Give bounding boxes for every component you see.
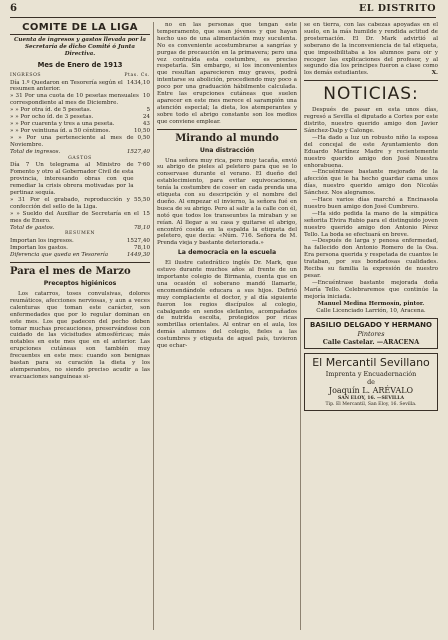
account-row — [10, 93, 150, 107]
account-amount: 10 — [142, 93, 150, 100]
account-amount: 1527,40 — [126, 238, 150, 245]
account-row — [10, 121, 150, 128]
account-row — [10, 80, 150, 94]
column-divider — [300, 22, 301, 630]
resumen-list — [10, 238, 150, 252]
ad-name: Joaquín L. ARÉVALO — [328, 386, 414, 396]
ad-basilio — [304, 318, 438, 349]
account-amount: 55,50 — [133, 196, 150, 203]
section-heading-comite: COMITE DE LA LIGA — [10, 22, 150, 35]
resumen-header: RESUMEN — [64, 231, 96, 237]
section-subtitle: Cuenta de ingresos y gastos llevada por la Secretaría de dicho Comité ó Junta Directiva. — [13, 37, 147, 57]
page-header — [10, 3, 436, 18]
total-ingresos-label: Total de ingresos. — [10, 148, 61, 155]
account-row — [10, 238, 150, 245]
article-text — [304, 22, 438, 77]
article-text-body: se en tierra, con las cabezas apoyadas en el suelo, en la más humilde y rendida actitud de prosternación. El Dr. Mark advirtió al soberano de la inconveniencia de tal etiqueta, que imposibilitaba a los alumnos para oir y recoger las explicaciones del profesor, y al segundo día los príncipes fueron a clase como los demás estudiantes. — [304, 22, 438, 77]
article-text: no en las personas que tengan este temperamento, que sean jóvenes y que hayan hecho uso de una alimentación muy suculenta. No es conveniente acostumbrarse a sangrías y purgas de precaución en la primavera; pero una vez contraída esta costumbre, es preciso respetarla. Sin embargo, si los inconvenientes que resultan aparecieren muy graves, podrá intentarse su abolición, procediendo muy poco a poco por una graduación hábilmente calculada. Entre las erupciones cutáneas que suelen aparecer en este mes merece el sarampión una atención especial; la dieta, los atemperantes y sobre todo el abrigo constante son los medios que conviene emplear. — [157, 22, 297, 125]
notice-address: Calle Licenciado Larrión, 10, Aracena. — [316, 307, 426, 314]
section-heading-marzo: Para el mes de Marzo — [10, 266, 131, 278]
divider — [157, 129, 297, 130]
ptas-header: Ptas. Cs. — [124, 72, 150, 78]
article-subheading: Una distracción — [199, 146, 255, 154]
account-row — [10, 197, 150, 211]
account-row — [10, 135, 150, 149]
section-subheading: Preceptos higiénicos — [43, 280, 117, 288]
total-ingresos-value: 1527,40 — [126, 148, 150, 155]
ad-title: El Mercantil Sevillano — [312, 356, 430, 370]
ad-connector: de — [367, 378, 375, 387]
total-ingresos-row — [10, 149, 150, 156]
month-title: Mes de Enero de 1913 — [37, 60, 123, 69]
ad-title: BASILIO DELGADO Y HERMANO — [310, 321, 432, 330]
account-description: » » Por veintiuna íd. a 50 céntimos. — [10, 127, 111, 134]
noticias-list — [304, 107, 438, 300]
article-signature: X. — [431, 70, 438, 77]
account-amount: 15 — [142, 210, 150, 217]
account-description: » » Por otra íd. de 5 pesetas. — [10, 107, 92, 114]
section-heading-mirando: Mirando al mundo — [175, 132, 279, 144]
ad-address: SAN ELOY, 16. —SEVILLA — [337, 396, 405, 402]
account-amount: 7·60 — [137, 162, 150, 169]
ad-footer: Tip. El Mercantil, San Eloy, 16. Sevilla. — [325, 402, 417, 408]
gastos-header: GASTOS — [68, 155, 92, 161]
ingresos-header-row — [10, 73, 150, 80]
notice-name: Manuel Medina Hermosín, pintor. — [317, 300, 425, 307]
total-gastos-value: 78,10 — [133, 224, 150, 231]
account-row — [10, 114, 150, 121]
ingresos-header: INGRESOS — [10, 72, 42, 78]
account-description: Día 1.º Quedaron en Tesorería según el resumen anterior. — [10, 79, 123, 93]
account-description: » 31 Por una cuota de 10 pesetas mensuales correspondiente al mes de Diciembre. — [10, 93, 139, 107]
column-left — [10, 22, 150, 630]
account-description: » » Por una perteneciente al mes de Noviembre. — [10, 134, 134, 148]
article-text: Los catarros, toses convulsivas, dolores reumáticos, afecciones nerviosas, y aun a veces calenturas que toman este carácter, son enfermedades que por lo regular dominan en este mes. Los que padecen del pecho deben tomar muchas precauciones, preservándose con cuidado de las vicisitudes atmosféricas; más notables en este mes que en el anterior. Las erupciones cutáneas son también muy frecuentes en este mes: cuando son benignas bastan para su curación la dieta y los atemperantes, no siendo preciso acudir a las evacuaciones sanguíneas si- — [10, 291, 150, 380]
account-description: Importan los ingresos. — [10, 238, 74, 245]
news-item: —Hace varios días marchó a Encinasola nuestro buen amigo don José Cumbrero. — [304, 197, 438, 210]
article-text: El ilustre catedrático inglés Dr. Mark, que estuvo durante muchos años al frente de un importante colegio de Birmania, cuenta que en una ocasión el soberano mandó llamarle, encomendándole educara a sus hijos. Defirió muy complaciente el doctor, y al día siguiente fueron los regios discípulos al colegio, cabalgando en sendos elefantes, acompañados de nutrida escolta, protegidos por ricas sombrillas orientales. Al entrar en el aula, los demás alumnos del colegio, fieles a las costumbres y etiqueta de aquel país, tuvieron que echar- — [157, 260, 297, 350]
diferencia-value: 1449,30 — [126, 252, 150, 259]
account-amount: 24 — [142, 114, 150, 121]
news-item: —Encuéntrase bastante mejorado de la afección que le ha hecho guardar cama unos días, nuestro querido amigo don Nicolás Sánchez. Nos alegramos. — [304, 169, 438, 197]
account-amount: 0,50 — [137, 134, 150, 141]
account-amount: 1434,10 — [126, 79, 150, 86]
newspaper-title: EL DISTRITO — [358, 3, 436, 14]
account-description: » » Por ocho íd. de 3 pesetas. — [10, 114, 94, 121]
section-heading-noticias: NOTICIAS: — [323, 84, 419, 105]
account-amount: 43 — [142, 120, 150, 127]
page-number: 6 — [10, 3, 17, 14]
divider — [304, 80, 438, 81]
news-item: —Ha sido pedida la mano de la simpática señorita Elvira Rubio para el distinguido joven nuestro querido amigo don Antonio Pérez Tello. La boda se efectuará en breve. — [304, 210, 438, 238]
total-gastos-label: Total de gastos. — [10, 224, 55, 231]
diferencia-label: Diferencia que queda en Tesorería — [10, 252, 109, 259]
ad-subtitle: Imprenta y Encuadernación — [325, 370, 417, 379]
account-description: » 31 Por el grabado, reproducción y confección del sello de la Liga. — [10, 196, 130, 210]
diferencia-row — [10, 252, 150, 259]
gastos-list — [10, 162, 150, 224]
ad-address: Calle Castelar. —ARACENA — [322, 338, 420, 347]
account-description: » » Sueldo del Auxiliar de Secretaría en el mes de Enero. — [10, 210, 139, 224]
article-text: Una señora muy rica, pero muy tacaña, envió su abrigo de pieles al peletero para que se lo conservase durante el verano. El dueño del establecimiento, para evitar equivocaciones, tenía la costumbre de coser en cada prenda una etiqueta con su descripción y el nombre del dueño. Al empezar el invierno, la señora fué en busca de su abrigo. Pero al salir a la calle con él, notó que todos los transeuntes la miraban y se reían. Al llegar a su casa y quitarse el abrigo, encontró cosida en la espalda la etiqueta del peletero, que decía: «Núm. 716. Señora de M. Prenda vieja y bastante deteriorada.» — [157, 157, 297, 247]
account-amount: 78,10 — [133, 245, 150, 252]
column-divider — [153, 22, 154, 630]
divider — [10, 262, 150, 263]
account-amount: 5 — [146, 107, 150, 114]
account-row — [10, 162, 150, 197]
news-item: —Ha dado a luz un robusto niño la esposa del concejal de este Ayuntamiento don Eduardo Martínez Madre y recientemente nuestro querido amigo don José Nuestra enhorabuena. — [304, 134, 438, 169]
account-description: Importan los gastos. — [10, 245, 68, 252]
ad-mercantil — [304, 353, 438, 411]
article-subheading: La democracia en la escuela — [177, 249, 277, 257]
account-amount: 10,50 — [133, 127, 150, 134]
ad-subtitle: Pintores — [357, 330, 385, 339]
column-middle — [157, 22, 297, 630]
ingresos-list — [10, 80, 150, 149]
account-row — [10, 211, 150, 225]
column-right — [304, 22, 438, 630]
account-description: Día 7 Un telegrama al Ministro de Fomento y otro al Gobernador Civil de esta provincia, interesando obras con que remediar la crisis obrera motivadas por la pertinaz sequía. — [10, 162, 134, 197]
news-item: —Encuéntrase bastante mejorada doña María Tello. Celebraremos que continúe la mejoría iniciada. — [304, 279, 438, 300]
account-row — [10, 128, 150, 135]
news-item: Después de pasar en esta unos días, regresó a Sevilla el diputado a Cortes por este distrito, nuestro querido amigo don Javier Sánchez-Dalp y Calonge. — [304, 107, 438, 134]
news-item: —Después de larga y penosa enfermedad, ha fallecido don Antonio Romero de la Osa. Era persona querida y respetada de cuantos le trataban, por sus bondadosas cualidades. Reciba su familia la expresión de nuestro pesar. — [304, 238, 438, 279]
account-description: » » Por cuarenta y tres a una peseta. — [10, 120, 115, 127]
